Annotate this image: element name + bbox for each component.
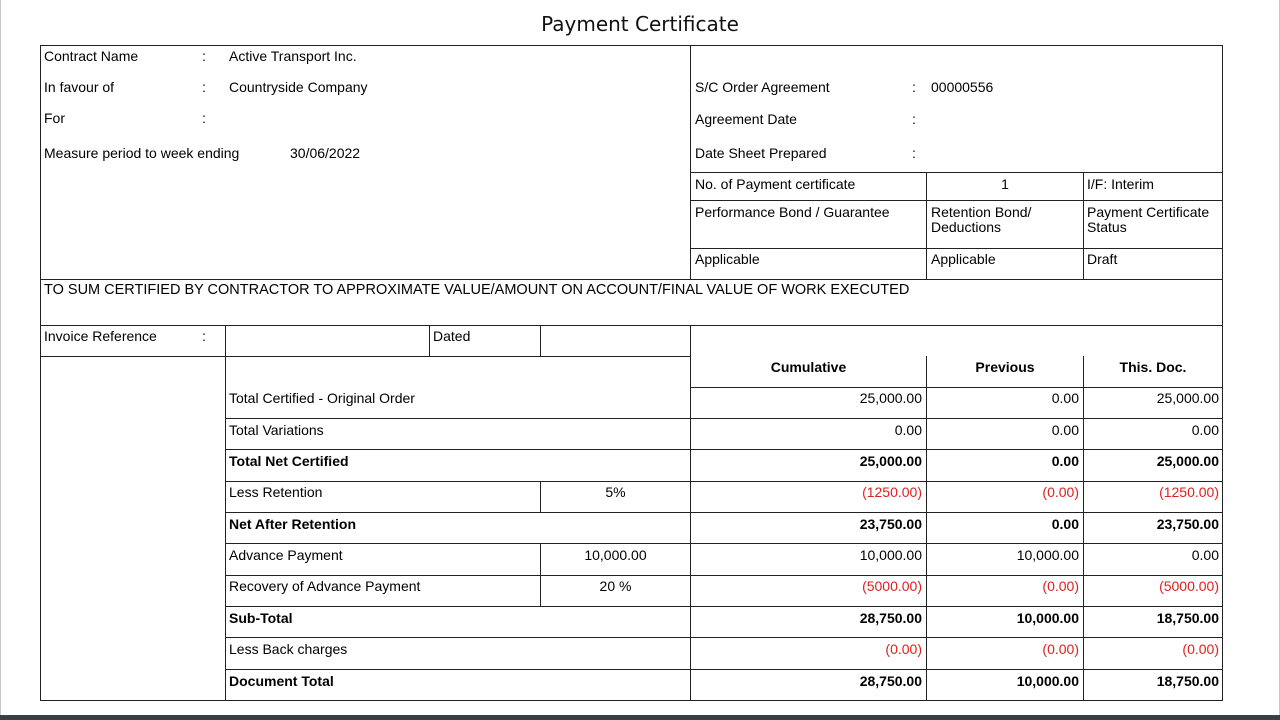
row-label: Less Retention: [229, 484, 323, 500]
sc-order-label: S/C Order Agreement: [695, 79, 830, 95]
interim-final-label: I/F: Interim: [1087, 176, 1154, 192]
certificate-status-label: Payment Certificate Status: [1087, 204, 1210, 235]
row-previous: (0.00): [1042, 484, 1079, 500]
sc-order-value: 00000556: [931, 79, 994, 95]
measure-period-value: 30/06/2022: [290, 145, 361, 161]
agreement-date-label: Agreement Date: [695, 111, 797, 127]
row-cumulative: (0.00): [885, 641, 922, 657]
row-previous: 10,000.00: [1016, 673, 1079, 689]
invoice-reference-colon: :: [202, 328, 206, 344]
row-previous: 10,000.00: [1016, 610, 1079, 626]
in-favour-value: Countryside Company: [229, 79, 368, 95]
row-this-doc: 25,000.00: [1156, 390, 1219, 406]
contract-name-value: Active Transport Inc.: [229, 48, 357, 64]
contract-name-label: Contract Name: [44, 48, 139, 64]
row-label: Document Total: [229, 673, 334, 689]
column-header-previous: Previous: [975, 359, 1035, 375]
row-cumulative: 0.00: [894, 422, 922, 438]
row-this-doc: 0.00: [1191, 547, 1219, 563]
for-colon: :: [202, 110, 206, 126]
row-label: Total Certified - Original Order: [229, 390, 415, 406]
row-cumulative: 28,750.00: [859, 673, 922, 689]
row-this-doc: 25,000.00: [1156, 453, 1219, 469]
row-extra: 20 %: [599, 578, 632, 594]
payment-cert-no-value: 1: [1001, 176, 1009, 192]
date-sheet-label: Date Sheet Prepared: [695, 145, 827, 161]
row-this-doc: 23,750.00: [1156, 516, 1219, 532]
row-this-doc: 0.00: [1191, 422, 1219, 438]
in-favour-label: In favour of: [44, 79, 115, 95]
row-previous: 10,000.00: [1016, 547, 1079, 563]
row-cumulative: 25,000.00: [859, 390, 922, 406]
row-label: Sub-Total: [229, 610, 293, 626]
row-previous: (0.00): [1042, 641, 1079, 657]
row-cumulative: 23,750.00: [859, 516, 922, 532]
certification-statement: TO SUM CERTIFIED BY CONTRACTOR TO APPROXIMATE VALUE/AMOUNT ON ACCOUNT/FINAL VALUE OF WORK EXECUTED: [44, 282, 910, 298]
column-header-cumulative: Cumulative: [770, 359, 847, 375]
in-favour-colon: :: [202, 79, 206, 95]
row-previous: (0.00): [1042, 578, 1079, 594]
row-this-doc: (0.00): [1182, 641, 1219, 657]
page-title: Payment Certificate: [541, 12, 739, 36]
measure-period-label: Measure period to week ending: [44, 145, 240, 161]
row-this-doc: (1250.00): [1159, 484, 1219, 500]
sc-order-colon: :: [912, 79, 916, 95]
row-previous: 0.00: [1051, 422, 1079, 438]
payment-cert-no-label: No. of Payment certificate: [695, 176, 856, 192]
row-cumulative: 25,000.00: [859, 453, 922, 469]
row-label: Net After Retention: [229, 516, 357, 532]
row-this-doc: 18,750.00: [1156, 673, 1219, 689]
row-label: Less Back charges: [229, 641, 348, 657]
row-label: Total Variations: [229, 422, 324, 438]
certificate-status-value: Draft: [1087, 251, 1118, 267]
row-previous: 0.00: [1051, 453, 1079, 469]
retention-bond-value: Applicable: [931, 251, 996, 267]
for-label: For: [44, 110, 65, 126]
row-label: Total Net Certified: [229, 453, 349, 469]
row-extra: 10,000.00: [584, 547, 647, 563]
column-header-this-doc: This. Doc.: [1119, 359, 1187, 375]
window-bottom-bar: [0, 715, 1280, 720]
invoice-dated-label: Dated: [433, 328, 471, 344]
row-label: Recovery of Advance Payment: [229, 578, 421, 594]
row-extra: 5%: [605, 484, 626, 500]
row-cumulative: (1250.00): [862, 484, 922, 500]
row-this-doc: (5000.00): [1159, 578, 1219, 594]
performance-bond-label: Performance Bond / Guarantee: [695, 204, 890, 220]
performance-bond-value: Applicable: [695, 251, 760, 267]
row-this-doc: 18,750.00: [1156, 610, 1219, 626]
row-previous: 0.00: [1051, 390, 1079, 406]
row-cumulative: 28,750.00: [859, 610, 922, 626]
row-cumulative: (5000.00): [862, 578, 922, 594]
retention-bond-label: Retention Bond/ Deductions: [931, 204, 1032, 235]
contract-name-colon: :: [202, 48, 206, 64]
date-sheet-colon: :: [912, 145, 916, 161]
invoice-reference-label: Invoice Reference: [44, 328, 157, 344]
agreement-date-colon: :: [912, 111, 916, 127]
row-label: Advance Payment: [229, 547, 343, 563]
row-previous: 0.00: [1051, 516, 1079, 532]
row-cumulative: 10,000.00: [859, 547, 922, 563]
